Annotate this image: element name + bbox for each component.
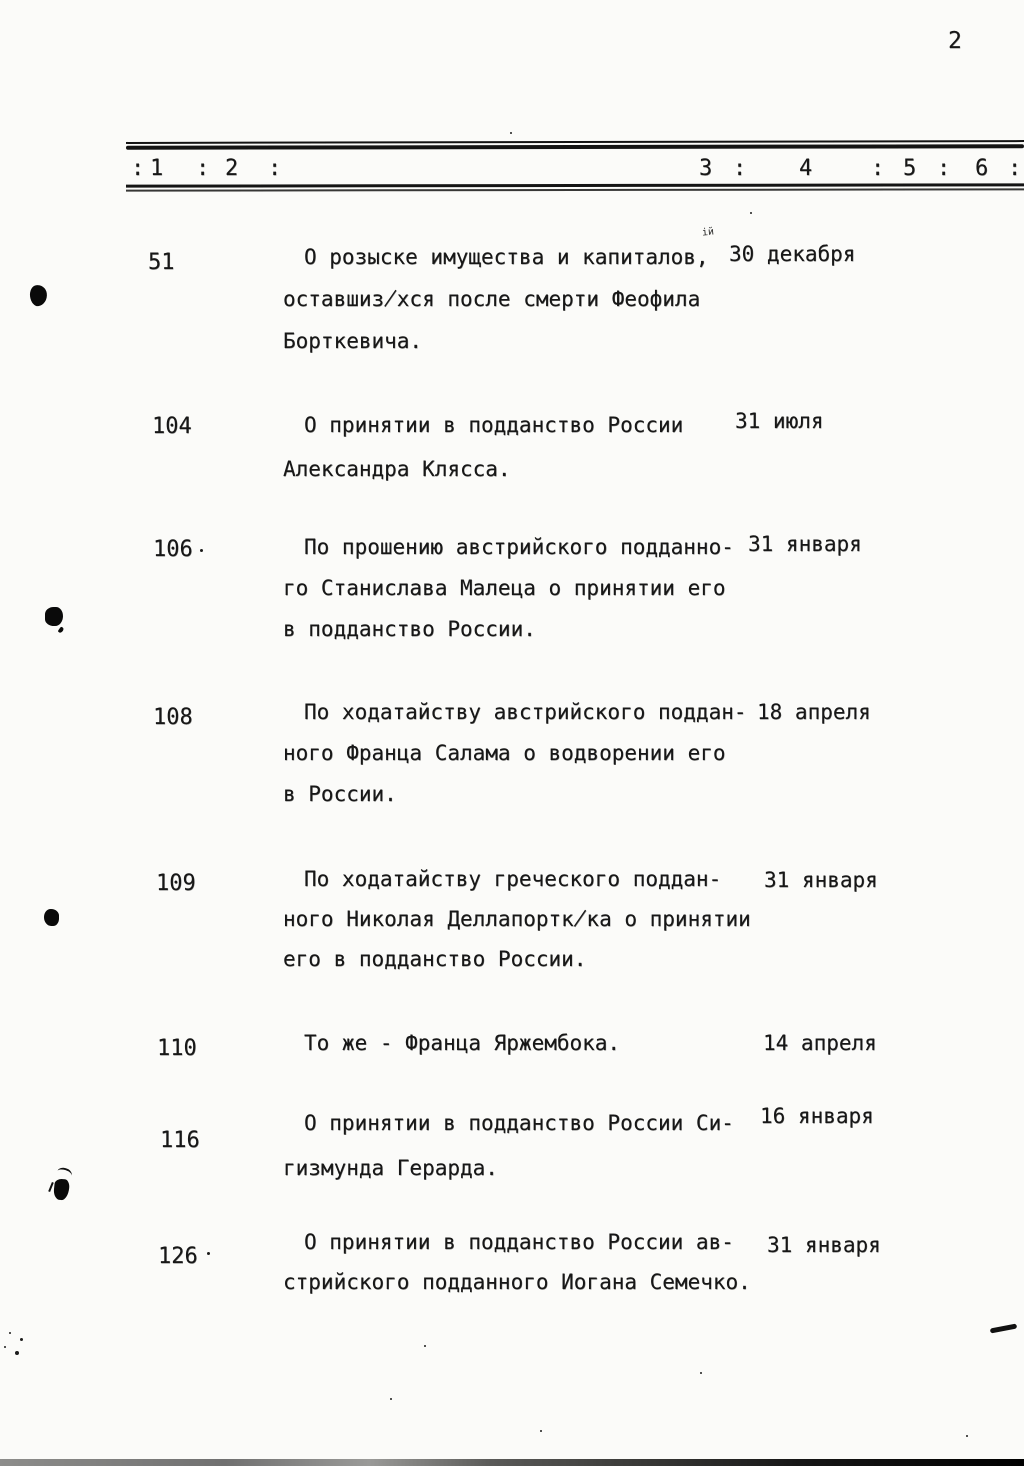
entry-number: 116 — [160, 1128, 200, 1153]
entry-description-line: По ходатайству греческого поддан- — [304, 867, 722, 891]
ink-blot — [45, 607, 63, 626]
entry-number: 104 — [152, 414, 192, 439]
entry-description — [283, 1101, 783, 1191]
entry-description — [283, 403, 783, 491]
entry-date: 31 января — [764, 868, 878, 892]
entry-number: 108 — [153, 705, 193, 730]
paper-speck — [390, 1398, 392, 1400]
column-divider-colon: : — [196, 156, 210, 181]
entry-number: 109 — [156, 871, 196, 896]
entry-description-line: То же - Франца Яржембока. — [304, 1031, 621, 1055]
paper-speck — [510, 132, 512, 134]
entry-description-line: в России. — [283, 782, 397, 806]
page-number: 2 — [948, 28, 962, 54]
column-header-2: 2 — [225, 156, 239, 181]
entry-date: 31 июля — [735, 409, 824, 433]
entry-description — [283, 1222, 783, 1302]
column-divider-colon: : — [937, 156, 951, 181]
ink-blot — [29, 284, 49, 307]
pen-dash-mark — [990, 1323, 1017, 1333]
column-divider-colon: : — [1008, 156, 1022, 181]
entry-date: 30 декабря — [729, 242, 856, 266]
ink-blot-tail — [58, 626, 65, 633]
entry-description-line: Борткевича. — [283, 329, 423, 353]
column-divider-colon: : — [131, 156, 145, 181]
entry-description-line: в подданство России. — [283, 617, 536, 641]
entry-date: 16 января — [760, 1104, 874, 1128]
entry-description-line: По ходатайству австрийского поддан- — [304, 700, 747, 724]
paper-speck — [750, 212, 752, 214]
handwritten-superscript-note: ій — [701, 226, 715, 239]
entry-description-line: го Станислава Малеца о принятии его — [283, 576, 726, 600]
entry-description — [283, 1022, 783, 1064]
column-header-6: 6 — [975, 156, 989, 181]
table-top-rule-lower — [126, 144, 1024, 150]
paper-speck — [966, 1435, 968, 1437]
entry-description — [283, 859, 783, 979]
paper-speck — [20, 1338, 23, 1341]
entry-description-line: гизмунда Герарда. — [283, 1156, 498, 1180]
column-divider-colon: : — [733, 156, 747, 181]
column-header-1: 1 — [150, 156, 164, 181]
ink-blot — [44, 909, 59, 926]
entry-date: 31 января — [748, 532, 862, 556]
column-divider-colon: : — [268, 156, 282, 181]
entry-number: 110 — [157, 1036, 197, 1061]
paper-speck — [424, 1345, 426, 1347]
entry-date: 31 января — [767, 1233, 881, 1257]
entry-description-line: О принятии в подданство России Си- — [304, 1111, 734, 1135]
entry-description-line: По прошению австрийского подданно- — [304, 535, 734, 559]
column-divider-colon: : — [871, 156, 885, 181]
entry-description-line: О принятии в подданство России ав- — [304, 1230, 734, 1254]
paper-speck — [207, 1252, 210, 1255]
entry-description-line: О розыске имущества и капиталов, — [304, 245, 709, 269]
entry-description-line: оставшиз̸хся после смерти Феофила — [283, 287, 701, 311]
entry-number: 106 — [153, 537, 193, 562]
entry-description — [283, 236, 783, 362]
scan-edge-shadow — [0, 1459, 1024, 1466]
column-header-3: 3 — [699, 156, 713, 181]
entry-description-line: ного Франца Салама о водворении его — [283, 741, 726, 765]
entry-description — [283, 527, 783, 650]
entry-description-line: О принятии в подданство России — [304, 413, 684, 437]
entry-date: 14 апреля — [763, 1031, 877, 1055]
entry-number: 51 — [148, 250, 175, 275]
entry-description-line: Александра Клясса. — [283, 457, 511, 481]
paper-speck — [200, 549, 203, 552]
entry-description — [283, 692, 783, 815]
paper-speck — [15, 1351, 19, 1355]
column-header-5: 5 — [903, 156, 917, 181]
entry-description-line: его в подданство России. — [283, 947, 587, 971]
ink-blot — [53, 1178, 70, 1200]
paper-speck — [9, 1332, 11, 1334]
paper-speck — [700, 1372, 702, 1374]
table-top-rule-upper — [126, 140, 1024, 144]
entry-description-line: стрийского подданного Иогана Семечко. — [283, 1270, 751, 1294]
entry-date: 18 апреля — [757, 700, 871, 724]
entry-number: 126 — [158, 1244, 198, 1269]
paper-speck — [540, 1430, 542, 1432]
table-header-bottom-rule-upper — [126, 183, 1024, 187]
paper-speck — [4, 1346, 6, 1348]
entry-description-line: ного Николая Деллапортк̸ка о принятии — [283, 907, 751, 931]
table-header-bottom-rule-lower — [126, 188, 1024, 191]
column-header-4: 4 — [799, 156, 813, 181]
